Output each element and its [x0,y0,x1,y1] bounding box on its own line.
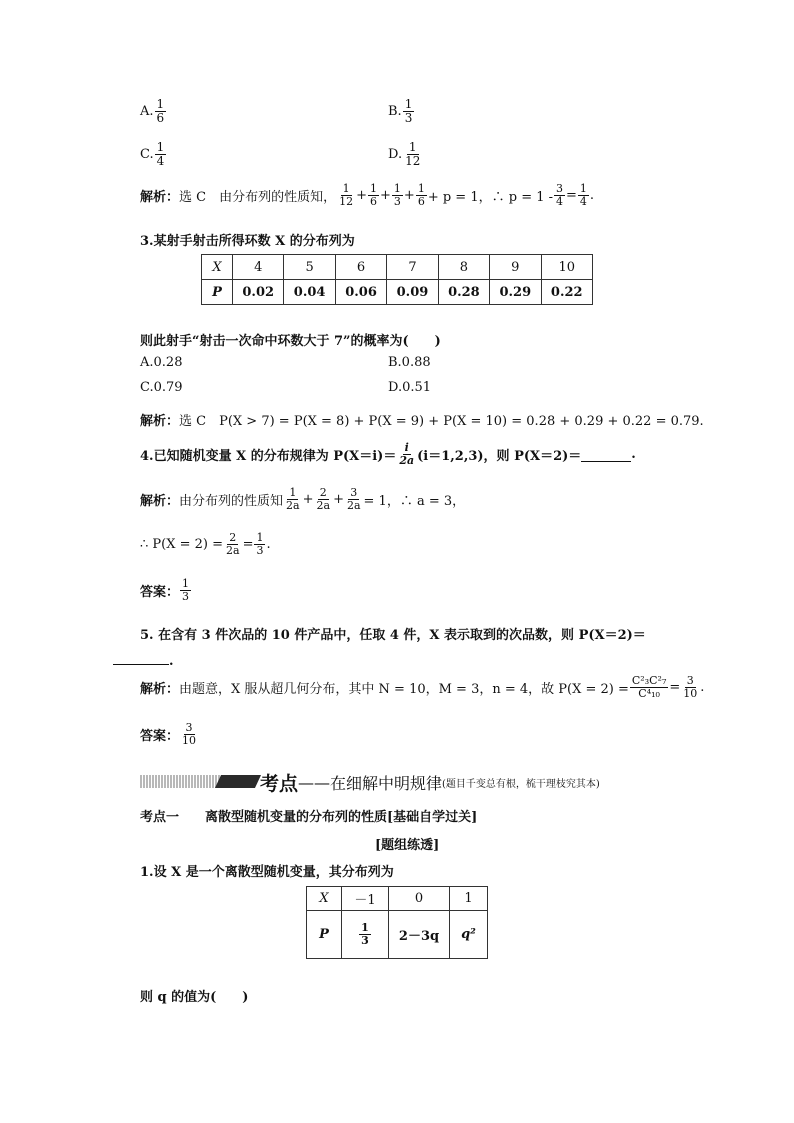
table-cell: q² [450,911,488,959]
table-cell: 0.06 [335,280,386,305]
table-cell: 8 [438,255,489,280]
option-d: D.0.51 [388,380,432,395]
table-cell: －1 [342,887,389,911]
q3-solution: 解析：选 C P(X > 7) = P(X = 8) + P(X = 9) + P(X = 10) = 0.28 + 0.29 + 0.22 = 0.79. [140,414,704,429]
practice-1-stem: 1.设 X 是一个离散型随机变量，其分布列为 [140,865,394,880]
option-b: B.0.88 [388,355,431,370]
q4-solution-line2: ∴ P(X = 2) = $\frac{2}{2a}$ = $\frac{1}{3}$ . [140,531,271,557]
practice-1-distribution-table [306,886,488,959]
table-cell: 0.22 [541,280,592,305]
answer-blank [581,447,631,462]
q5-answer: 答案： $\frac{3}{10}$ [140,721,197,747]
option-d: D. $\frac{1}{12}$ [388,140,421,168]
table-cell: 6 [335,255,386,280]
q3-stem: 3.某射手射击所得环数 X 的分布列为 [140,234,355,249]
table-row [202,280,593,305]
section-banner: 考点 —— 在细解中明规律 (题目千变总有根，梳干理枝究其本) [260,773,600,795]
section-subheading: [题组练透] [375,838,440,853]
table-cell: 0.02 [233,280,284,305]
table-cell: 10 [541,255,592,280]
table-cell: 0.09 [387,280,438,305]
table-cell: 0.29 [490,280,541,305]
banner-slant-decoration [215,775,261,788]
q4-answer: 答案： $\frac{1}{3}$ [140,577,190,603]
table-cell: 0.28 [438,280,489,305]
table-cell: P [202,280,233,305]
table-cell: 9 [490,255,541,280]
option-c: C. $\frac{1}{4}$ [140,140,165,168]
table-cell: 0.04 [284,280,335,305]
option-a: A.0.28 [140,355,183,370]
q5-stem: 5. 在含有 3 件次品的 10 件产品中，任取 4 件，X 表示取到的次品数，则 P(X＝2)＝ [140,628,646,643]
table-row [307,911,488,959]
q5-solution: 解析： 由题意，X 服从超几何分布，其中 N = 10，M = 3，n = 4，故 P(X = 2) = $\frac{\text{C²₃C²₇}}{\text{C⁴₁₀}}$ = $\frac{3}{10}$ . [140,674,705,700]
practice-1-question: 则 q 的值为( ) [140,990,249,1005]
q5-stem-blank: . [113,650,174,669]
table-cell: 5 [284,255,335,280]
table-cell: $\frac{1}{3}$ [342,911,389,959]
table-cell: 1 [450,887,488,911]
q3-question: 则此射手“射击一次命中环数大于 7”的概率为( ) [140,334,441,349]
table-row [307,887,488,911]
q4-solution: 解析： 由分布列的性质知 $\frac{1}{2a}$ + $\frac{2}{2a}$ + $\frac{3}{2a}$ = 1，∴ a = 3， [140,486,466,512]
section-heading: 考点一 离散型随机变量的分布列的性质[基础自学过关] [140,810,478,825]
answer-blank [113,650,169,665]
table-row [202,255,593,280]
table-cell: 0 [389,887,450,911]
table-cell: X [307,887,342,911]
table-cell: 2－3q [389,911,450,959]
table-cell: P [307,911,342,959]
option-c: C.0.79 [140,380,183,395]
option-a: A. $\frac{1}{6}$ [140,97,165,125]
q4-stem: 4.已知随机变量 X 的分布规律为 P(X＝i)＝ $\frac{i}{2a}$ (i＝1,2,3)，则 P(X＝2)＝ . [140,441,636,467]
table-cell: 7 [387,255,438,280]
table-cell: X [202,255,233,280]
q3-distribution-table [201,254,593,305]
table-cell: 4 [233,255,284,280]
q2-solution: 解析： 选 C 由分布列的性质知， $\frac{1}{12}$ + $\frac{1}{6}$ + $\frac{1}{3}$ + $\frac{1}{6}$ + p = 1，∴ p = 1 - $\frac{3}{4}$ = $\frac{1}{4}$ . [140,182,595,208]
option-b: B. $\frac{1}{3}$ [388,97,413,125]
